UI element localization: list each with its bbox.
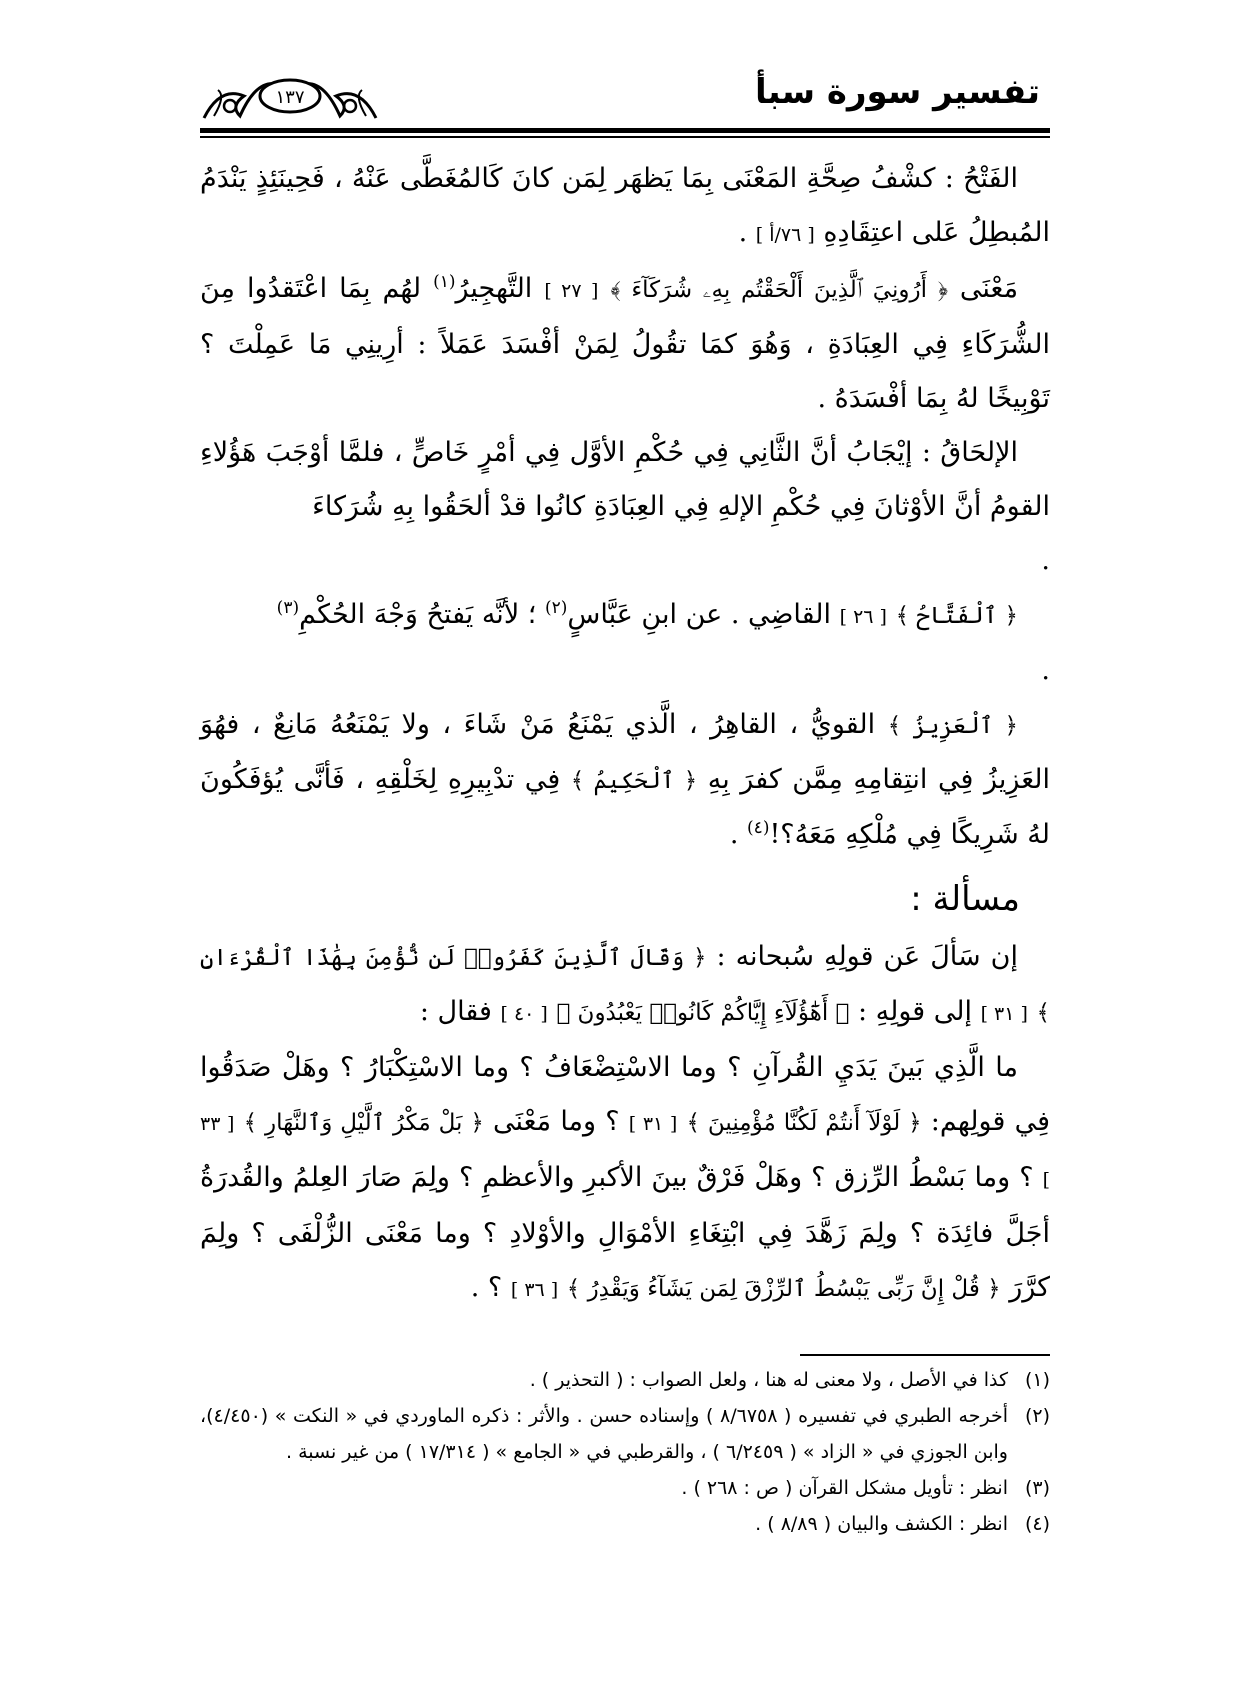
quran-verse: ﴿ ٱلْعَزِيزُ ﴾ (887, 713, 1018, 739)
footnote-item (200, 1398, 1050, 1470)
quran-verse: ﴿ قُلْ إِنَّ رَبِّى يَبْسُطُ ٱلرِّزْقَ لِمَن يَشَآءُ وَيَقْدِرُ ﴾ (566, 1276, 1001, 1302)
footnote-number: (١) (1024, 1369, 1050, 1391)
quran-verse: ﴿ أَهَٰٓؤُلَآءِ إِيَّاكُمْ كَانُوا۟ يَعْبُدُونَ ﴾ (556, 1000, 850, 1026)
footnote-marker: (١) (433, 272, 456, 292)
quran-verse: ﴿ بَلْ مَكْرُ ٱلَّيْلِ وَٱلنَّهَارِ ﴾ (243, 1110, 484, 1136)
footnote-item (200, 1362, 1050, 1398)
quran-verse: ﴿ ٱلْحَكِيمُ ﴾ (570, 768, 698, 794)
verse-number: [ ٣٣ ] (200, 1113, 1050, 1191)
verse-number: [ ٣٦ ] (510, 1279, 559, 1301)
footnote-text: انظر : الكشف والبيان ( ٨/٨٩ ) . (755, 1513, 1008, 1535)
paragraph-questions: ما الَّذِي بَينَ يَدَيِ القُرآنِ ؟ وما الاسْتِضْعَافُ ؟ وما الاسْتِكْبَارُ ؟ وهَلْ صَدَقُوا فِي قولِهم: ﴿ لَوْلَآ أَنتُمْ لَكُنَّا مُؤْمِنِينَ ﴾ [ ٣١ ] ؟ وما مَعْنَى ﴿ بَلْ مَكْرُ ٱلَّيْلِ وَٱلنَّهَارِ ﴾ [ ٣٣ ] ؟ وما بَسْطُ الرِّزق ؟ وهَلْ فَرْقٌ بينَ الأكبرِ والأعظمِ ؟ ولِمَ صَارَ العِلمُ والقُدرَةُ أجَلَّ فائِدَة ؟ ولِمَ زَهَّدَ فِي ابْتِغَاءِ الأمْوَالِ والأوْلادِ ؟ وما مَعْنَى الزُّلْفَى ؟ ولِمَ كرَّرَ ﴿ قُلْ إِنَّ رَبِّى يَبْسُطُ ٱلرِّزْقَ لِمَن يَشَآءُ وَيَقْدِرُ ﴾ [ ٣٦ ] ؟ . (200, 1052, 1050, 1303)
footnote-marker: (٣) (276, 598, 300, 618)
footnote-number: (٣) (1024, 1477, 1050, 1499)
quran-verse: ﴿ ٱلْفَتَّاحُ ﴾ (895, 603, 1018, 629)
verse-number: [ ٤٠ ] (500, 1003, 548, 1025)
footnote-item (200, 1506, 1050, 1542)
verse-number: [ ٢٧ ] (544, 280, 599, 302)
footnote-item (200, 1470, 1050, 1506)
quran-verse: ﴿ أَرُونِيَ ٱلَّذِينَ أَلْحَقْتُم بِهِۦ شُرَكَآءَ ﴾ (610, 277, 948, 303)
footnote-marker: (٢) (544, 598, 568, 618)
ellipsis-dot: . (1041, 655, 1050, 686)
verse-number: [ ٣١ ] (980, 1003, 1028, 1025)
footnote-text: كذا في الأصل ، ولا معنى له هنا ، ولعل الصواب : ( التحذير ) . (529, 1369, 1008, 1391)
verse-number: [ ٣١ ] (628, 1113, 678, 1135)
footnote-separator (800, 1354, 1050, 1356)
quran-verse: ﴿ وَقَالَ ٱلَّذِينَ كَفَرُوا۟ لَن نُّؤْمِنَ بِهَٰذَا ٱلْقُرْءَانِ ﴾ (200, 945, 1050, 1026)
manuscript-folio-ref: [ ٧٦/أ ] (755, 224, 815, 246)
footnote-marker: (٤) (747, 818, 770, 838)
footnote-number: (٢) (1024, 1405, 1050, 1427)
ellipsis-dot: . (1041, 545, 1050, 576)
footnote-number: (٤) (1024, 1513, 1050, 1535)
footnote-text: أخرجه الطبري في تفسيره ( ٨/٦٧٥٨ ) وإسناده حسن . والأثر : ذكره الماوردي في « النكت » (٤/٤٥٠)، وابن الجوزي في « الزاد » ( ٦/٢٤٥٩ ) ، والقرطبي في « الجامع » ( ١٧/٣١٤ ) من غير نسبة . (200, 1405, 1009, 1463)
paragraph-ilhaq: الإلحَاقُ : إيْجَابُ أنَّ الثَّانِي فِي حُكْمِ الأوَّل فِي أمْرٍ خَاصٍّ ، فلمَّا أوْجَبَ هَؤُلاءِ القومُ أنَّ الأوْثانَ فِي حُكْمِ الإلهِ فِي العِبَادَةِ كانُوا قدْ ألحَقُوا بِهِ شُرَكاءَ (200, 437, 1050, 522)
header-rule-thin (200, 136, 1050, 138)
section-heading: مسألة : (910, 879, 1020, 919)
main-text (200, 152, 1050, 1317)
paragraph-aziz: ﴿ ٱلْعَزِيزُ ﴾ القويُّ ، القاهِرُ ، الَّذي يَمْنَعُ مَنْ شَاءَ ، ولا يَمْنَعُهُ مَانِعٌ ، فهُوَ العَزِيزُ فِي انتِقامِهِ مِمَّن كفرَ بِهِ ﴿ ٱلْحَكِيمُ ﴾ فِي تدْبِيرِهِ لِخَلْقِهِ ، فَأنَّى يُؤفَكُونَ لهُ شَرِيكًا فِي مُلْكِهِ مَعَهُ؟!$^{(٤)}$ . (200, 709, 1051, 850)
paragraph-meaning: مَعْنَى ﴿ أَرُونِيَ ٱلَّذِينَ أَلْحَقْتُم بِهِۦ شُرَكَآءَ ﴾ [ ٢٧ ] التَّهجِيرُ$^{(١)}$ لهُم بِمَا اعْتَقدُوا مِنَ الشُّرَكَاءِ فِي العِبَادَةِ ، وَهُوَ كمَا تقُولُ لِمَنْ أفْسَدَ عَمَلاً : أرِينِي مَا عَمِلْتَ ؟ تَوْبِيخًا لهُ بِمَا أفْسَدَهُ . (200, 272, 1050, 414)
page-number-ornament (200, 66, 380, 122)
verse-number: [ ٢٦ ] (839, 606, 887, 628)
quran-verse: ﴿ لَوْلَآ أَنتُمْ لَكُنَّا مُؤْمِنِينَ ﴾ (686, 1110, 922, 1136)
footnotes (200, 1362, 1050, 1542)
paragraph-fath: الفَتْحُ : كشْفُ صِحَّةِ المَعْنَى بِمَا يَظهَر لِمَن كانَ كَالمُغَطَّى عَنْهُ ، فَحِينَئِذٍ يَنْدَمُ المُبطِلُ عَلى اعتِقَادِهِ [ ٧٦/أ ] . (200, 163, 1050, 248)
page-number: ١٣٧ (275, 87, 305, 108)
running-header-title: تفسير سورة سبأ (754, 72, 1040, 112)
paragraph-question-intro: إن سَألَ عَن قولِهِ سُبحانه : ﴿ وَقَالَ ٱلَّذِينَ كَفَرُوا۟ لَن نُّؤْمِنَ بِهَٰذَا ٱلْقُرْءَانِ ﴾ [ ٣١ ] إلى قولِهِ : ﴿ أَهَٰٓؤُلَآءِ إِيَّاكُمْ كَانُوا۟ يَعْبُدُونَ ﴾ [ ٤٠ ] فقال : (200, 941, 1050, 1027)
footnote-text: انظر : تأويل مشكل القرآن ( ص : ٢٦٨ ) . (681, 1477, 1008, 1499)
paragraph-fattah: ﴿ ٱلْفَتَّاحُ ﴾ [ ٢٦ ] القاضِي . عن ابنِ عَبَّاسٍ$^{(٢)}$ ؛ لأنَّه يَفتحُ وَجْهَ الحُكْمِ$^{(٣)}$ (276, 598, 1018, 630)
header-rule-thick (200, 128, 1050, 133)
